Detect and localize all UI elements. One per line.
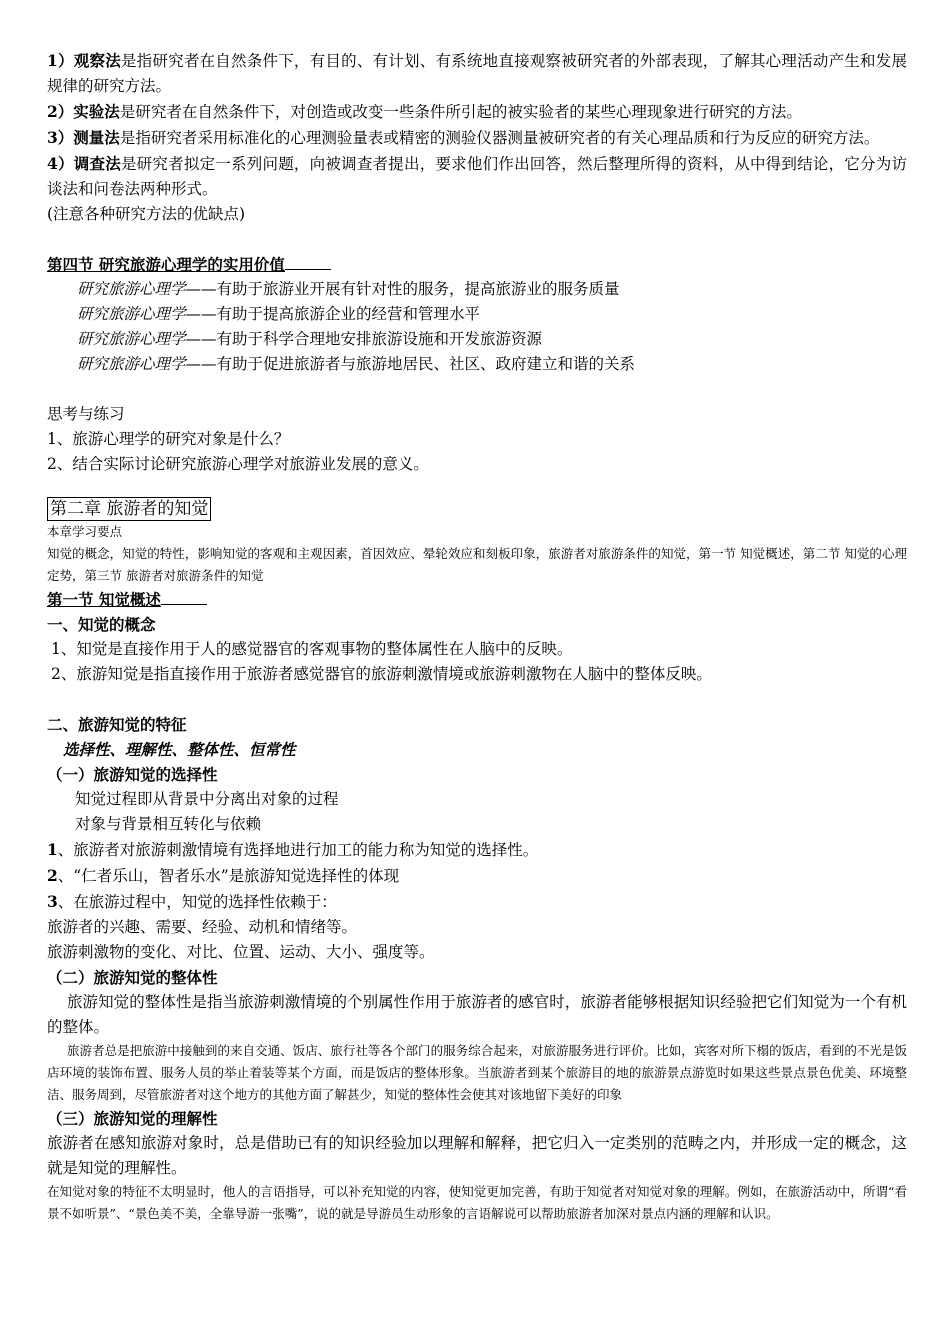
features-list: 选择性、理解性、整体性、恒常性 <box>63 740 296 759</box>
document-page <box>47 48 907 1225</box>
chapter-title: 第二章 旅游者的知觉 <box>47 497 211 521</box>
selectivity-heading: （一）旅游知觉的选择性 <box>47 765 218 784</box>
method-text: 是研究者在自然条件下，对创造或改变一些条件所引起的被实验者的某些心理现象进行研究的方法。 <box>119 103 802 121</box>
understanding-example: 在知觉对象的特征不太明显时，他人的言语指导，可以补充知觉的内容，使知觉更加完善，有助于知觉者对知觉对象的理解。例如，在旅游活动中，所谓“看景不如听景”、“景色美不美，全靠导游一张嘴”，说的就是导游员生动形象的言语解说可以帮助旅游者加深对景点内涵的理解和认识。 <box>47 1184 907 1221</box>
selectivity-point: 1、旅游者对旅游刺激情境有选择地进行加工的能力称为知觉的选择性。 <box>47 840 539 859</box>
method-text: 是指研究者在自然条件下，有目的、有计划、有系统地直接观察被研究者的外部表现，了解其心理活动产生和发展规律的研究方法。 <box>47 52 907 95</box>
selectivity-line: 知觉过程即从背景中分离出对象的过程 <box>75 790 339 808</box>
item-subject: 研究旅游心理学 <box>77 330 186 348</box>
selectivity-point: 3、在旅游过程中，知觉的选择性依赖于： <box>47 892 337 911</box>
features-heading: 二、旅游知觉的特征 <box>47 715 187 734</box>
section-4-item <box>47 302 907 327</box>
understanding-heading: （三）旅游知觉的理解性 <box>47 1109 218 1128</box>
section-4-title: 第四节 研究旅游心理学的实用价值 <box>47 252 331 277</box>
understanding-paragraph: 旅游者在感知旅游对象时，总是借助已有的知识经验加以理解和解释，把它归入一定类别的范畴之内，并形成一定的概念，这就是知觉的理解性。 <box>47 1134 907 1177</box>
exercise-question: 2、结合实际讨论研究旅游心理学对旅游业发展的意义。 <box>47 455 429 473</box>
method-number: 1） <box>47 51 74 70</box>
method-experiment <box>47 99 907 125</box>
method-number: 3） <box>47 128 74 147</box>
method-number: 4） <box>47 154 74 173</box>
method-number: 2） <box>47 102 74 121</box>
method-text: 是研究者拟定一系列问题，向被调查者提出，要求他们作出回答，然后整理所得的资料，从中得到结论，它分为访谈法和问卷法两种形式。 <box>47 155 907 198</box>
selectivity-line: 对象与背景相互转化与依赖 <box>75 815 262 833</box>
method-term: 调查法 <box>73 154 121 173</box>
concept-heading: 一、知觉的概念 <box>47 615 156 634</box>
method-survey <box>47 151 907 202</box>
method-term: 观察法 <box>73 51 121 70</box>
item-text: ——有助于科学合理地安排旅游设施和开发旅游资源 <box>185 330 543 348</box>
integrity-example: 旅游者总是把旅游中接触到的来自交通、饭店、旅行社等各个部门的服务综合起来，对旅游服务进行评价。比如，宾客对所下榻的饭店，看到的不光是饭店环境的装饰布置、服务人员的举止着装等某个方面，而是饭店的整体形象。当旅游者到某个旅游目的地的旅游景点游览时如果这些景点景色优美、环境整洁、服务周到，尽管旅游者对这个地方的其他方面了解甚少，知觉的整体性会使其对该地留下美好的印象 <box>47 1043 907 1102</box>
integrity-heading: （二）旅游知觉的整体性 <box>47 968 218 987</box>
section-4-item <box>47 277 907 302</box>
exercise-title: 思考与练习 <box>47 405 125 423</box>
selectivity-factor: 旅游者的兴趣、需要、经验、动机和情绪等。 <box>47 918 358 936</box>
keypoints-title: 本章学习要点 <box>47 524 123 539</box>
item-text: ——有助于促进旅游者与旅游地居民、社区、政府建立和谐的关系 <box>185 355 636 373</box>
concept-item: 2、旅游知觉是指直接作用于旅游者感觉器官的旅游刺激情境或旅游刺激物在人脑中的整体反映。 <box>51 665 712 683</box>
method-text: 是指研究者采用标准化的心理测验量表或精密的测验仪器测量被研究者的有关心理品质和行为反应的研究方法。 <box>119 129 880 147</box>
item-subject: 研究旅游心理学 <box>77 280 186 298</box>
method-term: 测量法 <box>73 128 120 147</box>
section-4-item <box>47 352 907 377</box>
selectivity-point: 2、“仁者乐山，智者乐水”是旅游知觉选择性的体现 <box>47 866 400 885</box>
item-subject: 研究旅游心理学 <box>77 305 186 323</box>
exercise-question: 1、旅游心理学的研究对象是什么？ <box>47 430 290 448</box>
selectivity-factor: 旅游刺激物的变化、对比、位置、运动、大小、强度等。 <box>47 943 435 961</box>
method-measurement <box>47 125 907 151</box>
section-4-item <box>47 327 907 352</box>
methods-note: (注意各种研究方法的优缺点) <box>47 205 246 223</box>
integrity-paragraph: 旅游知觉的整体性是指当旅游刺激情境的个别属性作用于旅游者的感官时，旅游者能够根据知识经验把它们知觉为一个有机的整体。 <box>47 993 907 1036</box>
keypoints-text: 知觉的概念，知觉的特性，影响知觉的客观和主观因素，首因效应、晕轮效应和刻板印象，旅游者对旅游条件的知觉，第一节 知觉概述，第二节 知觉的心理定势，第三节 旅游者对旅游条件的知觉 <box>47 546 907 583</box>
section-1-title: 第一节 知觉概述 <box>47 587 207 612</box>
method-observation <box>47 48 907 99</box>
item-subject: 研究旅游心理学 <box>77 355 186 373</box>
item-text: ——有助于旅游业开展有针对性的服务，提高旅游业的服务质量 <box>185 280 620 298</box>
concept-item: 1、知觉是直接作用于人的感觉器官的客观事物的整体属性在人脑中的反映。 <box>51 640 573 658</box>
method-term: 实验法 <box>73 102 120 121</box>
item-text: ——有助于提高旅游企业的经营和管理水平 <box>185 305 481 323</box>
